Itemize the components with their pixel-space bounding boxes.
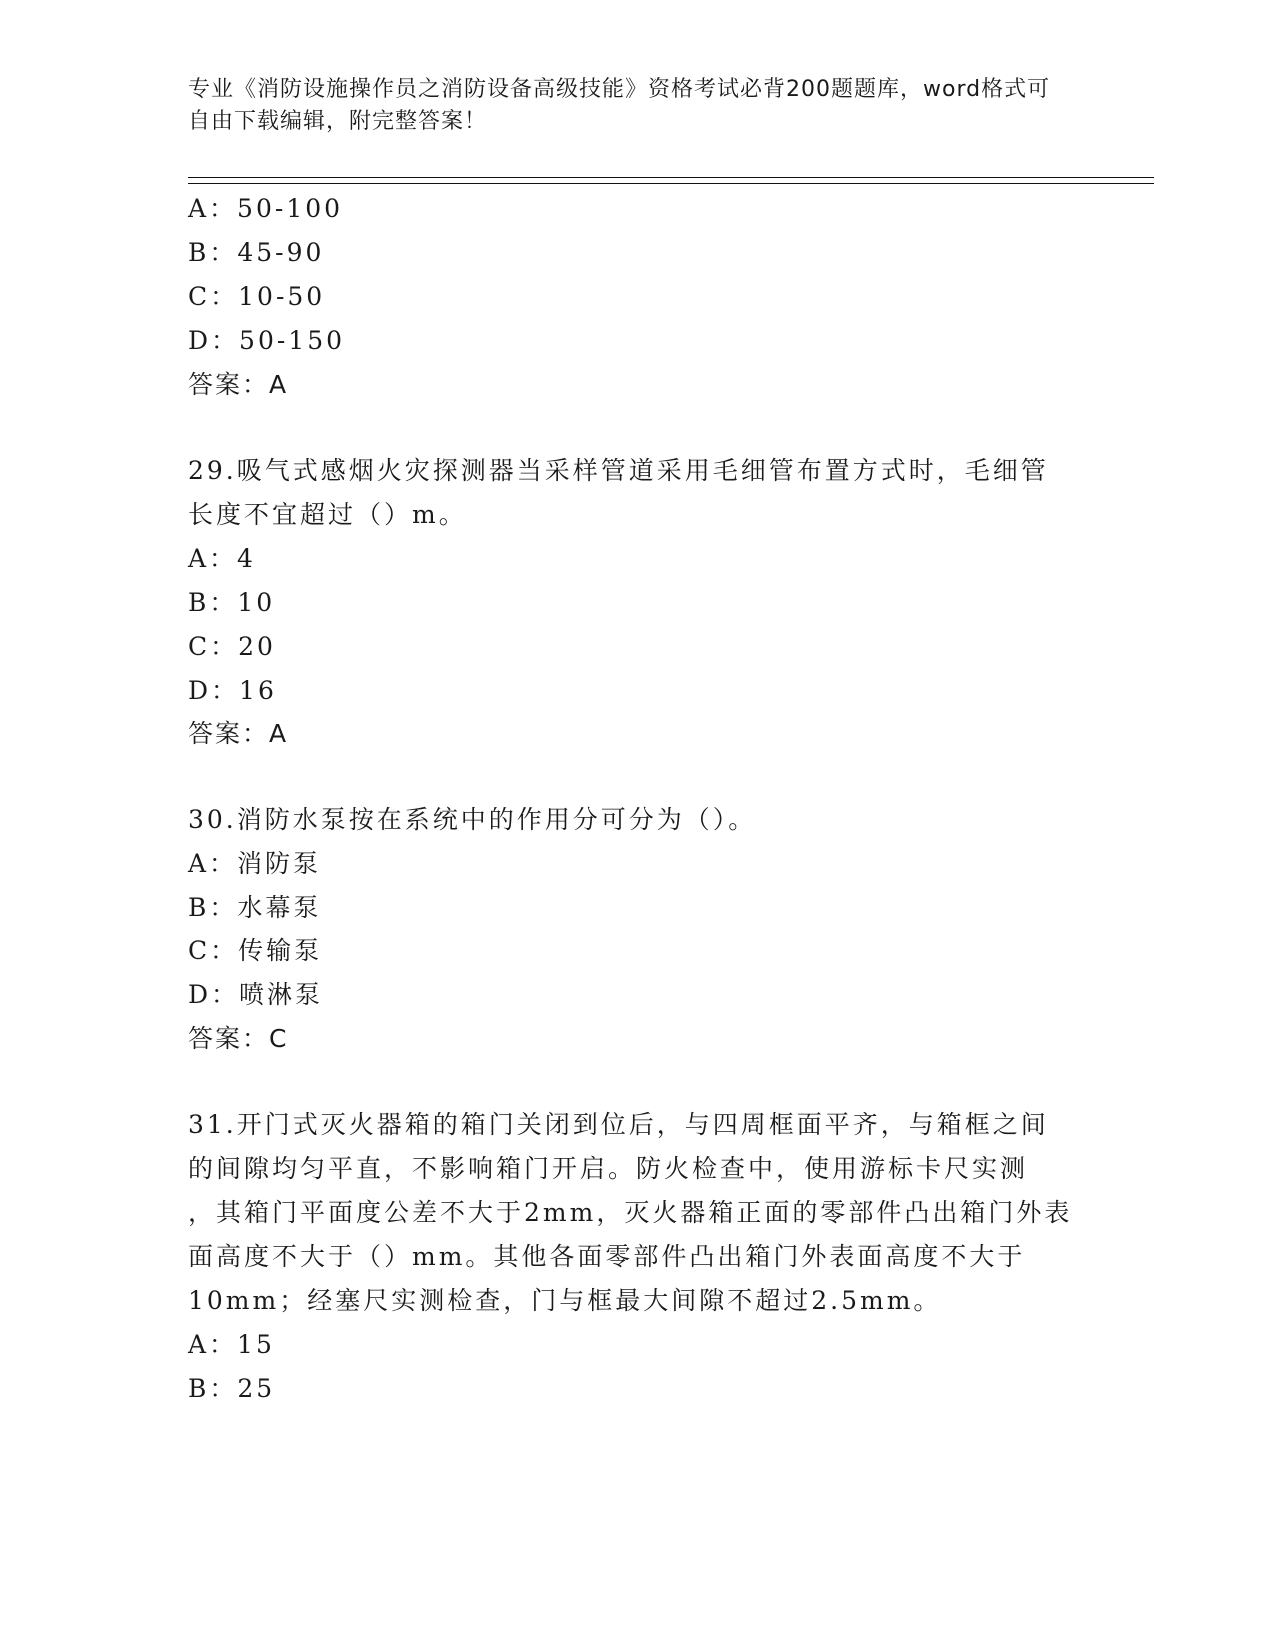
q28-option-c: C：10-50 — [188, 282, 326, 311]
header-divider-bottom — [188, 183, 1154, 184]
q28-option-b: B：45-90 — [188, 238, 325, 267]
q31-option-a: A：15 — [188, 1330, 275, 1359]
q31-stem-line-4: 面高度不大于（）mm。其他各面零部件凸出箱门外表面高度不大于 — [188, 1242, 1026, 1271]
q30-option-a: A：消防泵 — [188, 849, 322, 878]
q29-option-b: B：10 — [188, 588, 276, 617]
q29-stem-line-1: 29.吸气式感烟火灾探测器当采样管道采用毛细管布置方式时，毛细管 — [188, 456, 1049, 485]
document-header: 专业《消防设施操作员之消防设备高级技能》资格考试必背200题题库，word格式可自由下载编辑，附完整答案！ — [188, 77, 1051, 134]
q29-answer: 答案：A — [188, 719, 289, 748]
header-divider-top — [188, 177, 1154, 178]
q29-option-a: A：4 — [188, 544, 256, 573]
q29-option-c: C：20 — [188, 632, 276, 661]
q28-answer: 答案：A — [188, 370, 289, 399]
q31-stem-line-5: 10mm；经塞尺实测检查，门与框最大间隙不超过2.5mm。 — [188, 1286, 942, 1315]
q31-stem-line-1: 31.开门式灭火器箱的箱门关闭到位后，与四周框面平齐，与箱框之间 — [188, 1110, 1049, 1139]
q30-option-d: D：喷淋泵 — [188, 980, 324, 1009]
q29-option-d: D：16 — [188, 676, 277, 705]
q31-option-b: B：25 — [188, 1374, 276, 1403]
q28-option-a: A：50-100 — [188, 194, 344, 223]
q30-answer: 答案：C — [188, 1024, 289, 1053]
q31-stem-line-2: 的间隙均匀平直，不影响箱门开启。防火检查中，使用游标卡尺实测 — [188, 1154, 1029, 1183]
q30-option-c: C：传输泵 — [188, 936, 323, 965]
q29-stem-line-2: 长度不宜超过（）m。 — [188, 500, 467, 529]
q30-stem-line-1: 30.消防水泵按在系统中的作用分可分为（）。 — [188, 805, 757, 834]
q30-option-b: B：水幕泵 — [188, 893, 322, 922]
q28-option-d: D：50-150 — [188, 326, 346, 355]
q31-stem-line-3: ，其箱门平面度公差不大于2mm，灭火器箱正面的零部件凸出箱门外表 — [188, 1198, 1073, 1227]
